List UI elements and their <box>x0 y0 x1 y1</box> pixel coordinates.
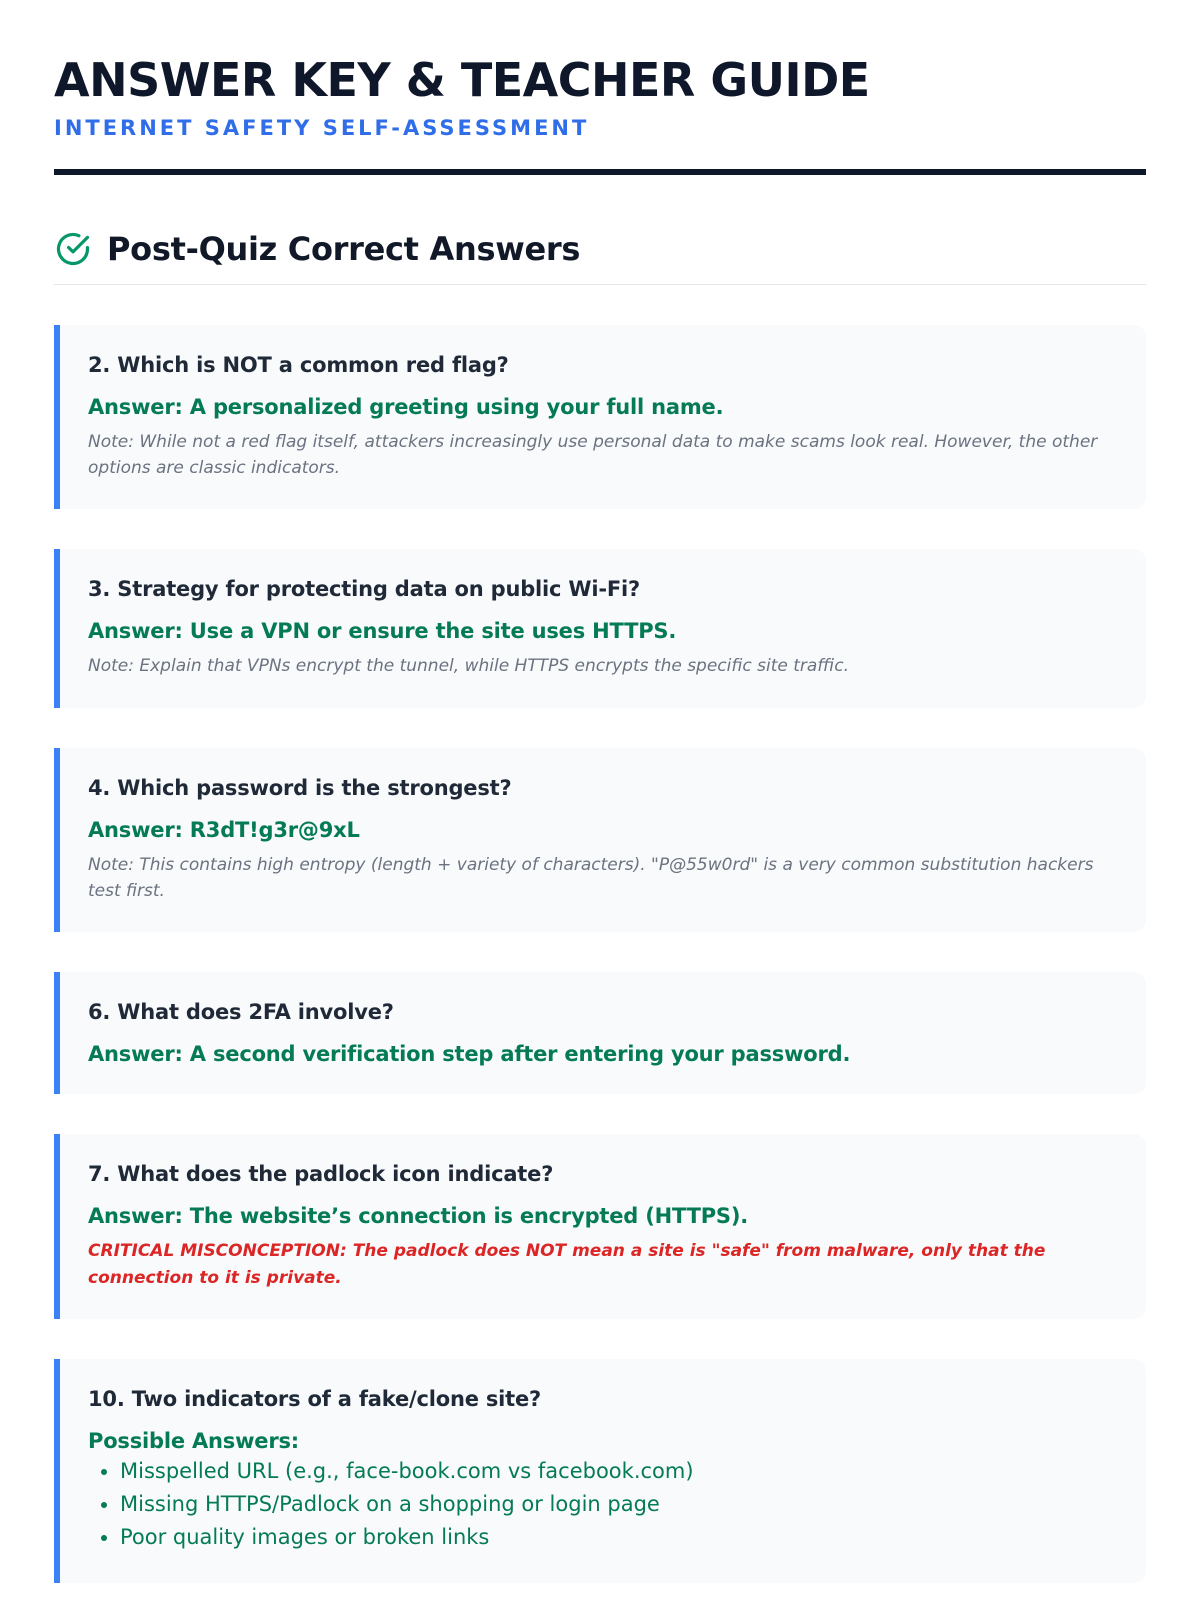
page-title: ANSWER KEY & TEACHER GUIDE <box>54 53 870 107</box>
title-divider <box>54 169 1146 175</box>
section-header <box>54 230 1146 285</box>
question-text: 6. What does 2FA involve? <box>88 1000 394 1025</box>
qa-card-q10 <box>54 1359 1146 1583</box>
list-item: • Poor quality images or broken links <box>120 1521 1112 1554</box>
qa-list <box>54 325 1146 1583</box>
question-text: 7. What does the padlock icon indicate? <box>88 1162 554 1187</box>
answer-text: Answer: R3dT!g3r@9xL <box>88 817 360 842</box>
answer-text: Answer: A personalized greeting using your full name. <box>88 394 724 419</box>
teacher-note: Note: Explain that VPNs encrypt the tunnel, while HTTPS encrypts the specific site traffic. <box>88 656 850 677</box>
page-subtitle: INTERNET SAFETY SELF-ASSESSMENT <box>54 115 590 140</box>
section-title: Post-Quiz Correct Answers <box>107 229 581 268</box>
check-circle-icon <box>54 230 92 268</box>
answer-text: Answer: The website’s connection is encrypted (HTTPS). <box>88 1204 749 1229</box>
list-item: • Misspelled URL (e.g., face-book.com vs facebook.com) <box>120 1455 1112 1488</box>
qa-card-q3 <box>54 549 1146 707</box>
question-text: 4. Which password is the strongest? <box>88 775 512 800</box>
question-text: 3. Strategy for protecting data on public Wi-Fi? <box>88 577 640 602</box>
teacher-note: Note: This contains high entropy (length + variety of characters). "P@55w0rd" is a very common substitution hackers test first. <box>88 854 1094 901</box>
question-text: 10. Two indicators of a fake/clone site? <box>88 1387 542 1411</box>
qa-card-q4 <box>54 748 1146 933</box>
teacher-note: Note: While not a red flag itself, attackers increasingly use personal data to make scams look real. However, the other options are classic indicators. <box>88 431 1098 478</box>
qa-card-q6 <box>54 972 1146 1094</box>
answer-text: Answer: Use a VPN or ensure the site uses HTTPS. <box>88 619 677 644</box>
qa-card-q2 <box>54 325 1146 510</box>
possible-answers-label: Possible Answers: <box>88 1429 299 1453</box>
possible-answers-list <box>88 1455 1112 1555</box>
list-item: • Missing HTTPS/Padlock on a shopping or login page <box>120 1488 1112 1521</box>
critical-misconception-note: CRITICAL MISCONCEPTION: The padlock does NOT mean a site is "safe" from malware, only that the connection to it is private. <box>88 1241 1046 1288</box>
answer-text: Answer: A second verification step after entering your password. <box>88 1042 851 1067</box>
question-text: 2. Which is NOT a common red flag? <box>88 352 509 377</box>
qa-card-q7 <box>54 1134 1146 1319</box>
